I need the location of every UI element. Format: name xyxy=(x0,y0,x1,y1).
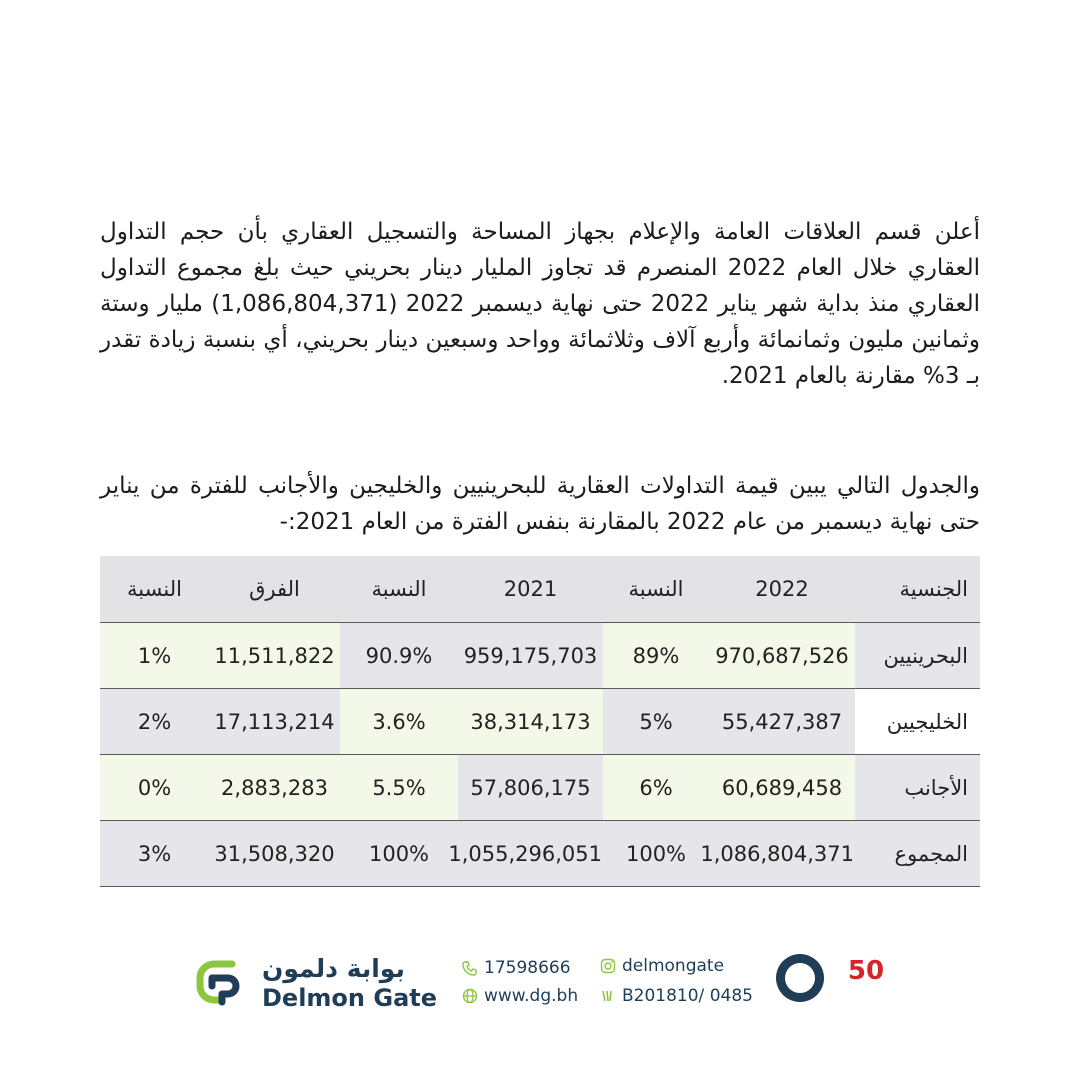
table-header-row xyxy=(100,556,980,623)
table-cell: 100% xyxy=(603,821,709,887)
header-ratio-difference: النسبة xyxy=(100,556,209,623)
table-cell: 3.6% xyxy=(340,689,458,755)
header-nationality: الجنسية xyxy=(855,556,980,623)
table-cell: 11,511,822 xyxy=(209,623,340,689)
table-cell: 1,086,804,371 xyxy=(709,821,855,887)
table-cell: 970,687,526 xyxy=(709,623,855,689)
tuv-badge-icon xyxy=(776,954,824,1002)
brand-name-english: Delmon Gate xyxy=(262,984,438,1012)
table-cell: 89% xyxy=(603,623,709,689)
registration-contact xyxy=(600,986,753,1006)
header-2021: 2021 xyxy=(458,556,603,623)
instagram-icon xyxy=(600,958,616,974)
table-cell: 38,314,173 xyxy=(458,689,603,755)
anniversary-badge-icon: 50 xyxy=(847,956,885,986)
row-label: المجموع xyxy=(855,821,980,887)
header-ratio-2022: النسبة xyxy=(603,556,709,623)
table-row xyxy=(100,821,980,887)
phone-number: 17598666 xyxy=(484,958,571,978)
table-cell: 17,113,214 xyxy=(209,689,340,755)
website-url: www.dg.bh xyxy=(484,986,579,1006)
table-cell: 90.9% xyxy=(340,623,458,689)
table-cell: 959,175,703 xyxy=(458,623,603,689)
header-2022: 2022 xyxy=(709,556,855,623)
table-intro-paragraph: والجدول التالي يبين قيمة التداولات العقارية للبحرينيين والخليجين والأجانب للفترة من يناير حتى نهاية ديسمبر من عام 2022 بالمقارنة بنفس الفترة من العام 2021:- xyxy=(100,473,980,535)
table-cell: 55,427,387 xyxy=(709,689,855,755)
registration-number: B201810/ 0485 xyxy=(622,986,753,1006)
footer xyxy=(0,940,1080,1020)
row-label: البحرينيين xyxy=(855,623,980,689)
table-cell: 5% xyxy=(603,689,709,755)
table-cell: 5.5% xyxy=(340,755,458,821)
header-ratio-2021: النسبة xyxy=(340,556,458,623)
trading-table xyxy=(100,556,980,887)
table-cell: 60,689,458 xyxy=(709,755,855,821)
instagram-contact[interactable] xyxy=(600,956,724,976)
globe-icon xyxy=(462,988,478,1004)
registration-icon xyxy=(600,988,616,1004)
table-cell: 3% xyxy=(100,821,209,887)
instagram-handle: delmongate xyxy=(622,956,725,976)
table-cell: 100% xyxy=(340,821,458,887)
logo-mark-icon xyxy=(194,956,246,1008)
table-cell: 1,055,296,051 xyxy=(458,821,603,887)
header-difference: الفرق xyxy=(209,556,340,623)
table-row xyxy=(100,623,980,689)
table-cell: 0% xyxy=(100,755,209,821)
website-contact[interactable] xyxy=(462,986,578,1006)
table-cell: 1% xyxy=(100,623,209,689)
table-cell: 31,508,320 xyxy=(209,821,340,887)
table-cell: 57,806,175 xyxy=(458,755,603,821)
table-row xyxy=(100,689,980,755)
phone-icon xyxy=(462,960,478,976)
brand-name-arabic: بوابة دلمون xyxy=(262,954,405,983)
table-row xyxy=(100,755,980,821)
phone-contact[interactable] xyxy=(462,958,571,978)
table-cell: 2% xyxy=(100,689,209,755)
table-cell: 2,883,283 xyxy=(209,755,340,821)
table-cell: 6% xyxy=(603,755,709,821)
row-label: الأجانب xyxy=(855,755,980,821)
row-label: الخليجيين xyxy=(855,689,980,755)
intro-paragraph: أعلن قسم العلاقات العامة والإعلام بجهاز المساحة والتسجيل العقاري بأن حجم التداول العقاري خلال العام 2022 المنصرم قد تجاوز المليار دينار بحريني حيث بلغ مجموع التداول العقاري منذ بداية شهر يناير 2022 حتى نهاية ديسمبر 2022 (1,086,804,371) مليار وستة وثمانين مليون وثمانمائة وأربع آلاف وثلاثمائة وواحد وسبعين دينار بحريني، أي بنسبة زيادة تقدر بـ 3% مقارنة بالعام 2021. xyxy=(100,219,980,389)
